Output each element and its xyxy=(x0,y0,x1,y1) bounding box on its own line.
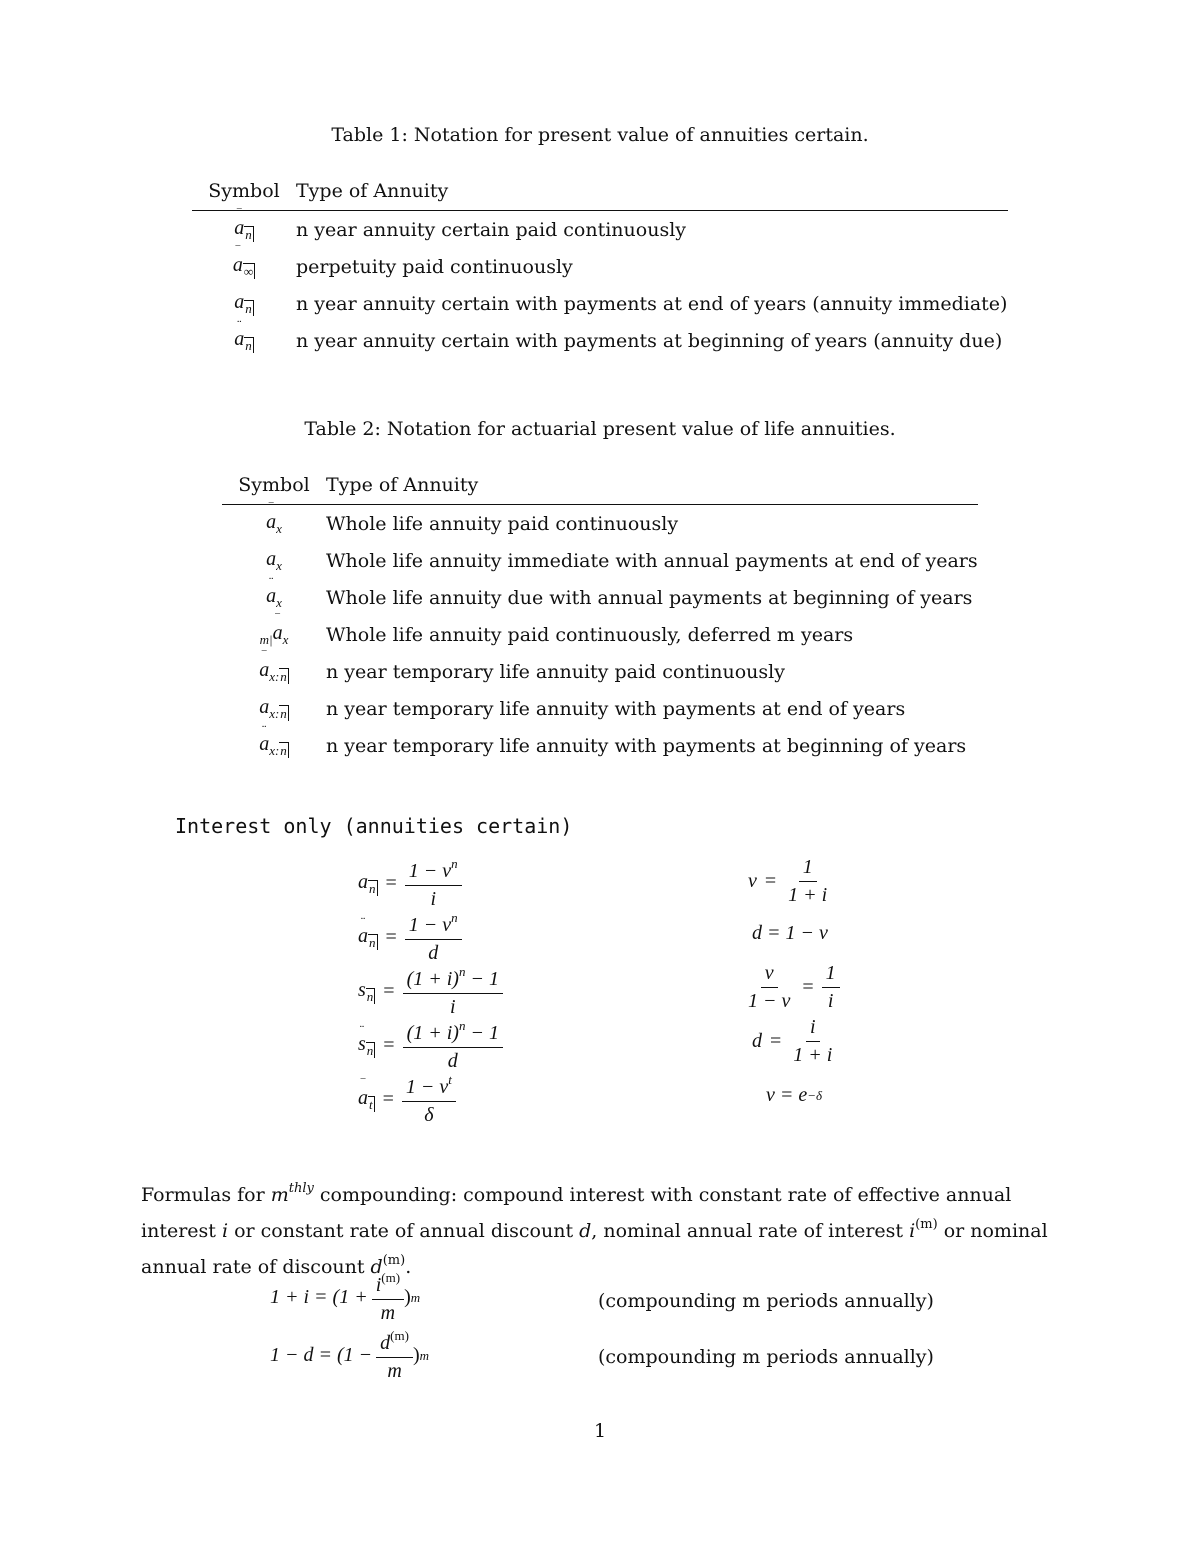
formula-numerator xyxy=(405,910,462,940)
formula-d-definition: d = $\frac{i}{1 + i}$ xyxy=(752,1016,833,1066)
formula-fraction xyxy=(403,1018,503,1073)
formula-numerator xyxy=(403,1018,503,1048)
table2-symbol-cell xyxy=(222,721,326,764)
equals-sign: = xyxy=(382,1088,394,1110)
table-row xyxy=(192,248,1008,285)
annuity-symbol xyxy=(259,610,289,647)
symbol-letter: a xyxy=(259,732,270,755)
numerator-base: 1 − v xyxy=(405,1076,449,1098)
annuity-symbol xyxy=(234,290,254,316)
symbol-subscript xyxy=(276,558,282,573)
table1-symbol-cell xyxy=(192,242,296,285)
table1-header-row xyxy=(192,176,1008,211)
formula-denominator: i xyxy=(430,888,436,910)
symbol-accent: ¨ xyxy=(268,573,274,589)
annuity-symbol xyxy=(259,721,289,758)
annuity-symbol xyxy=(358,913,378,951)
symbol-base xyxy=(259,721,270,756)
symbol-base xyxy=(358,871,368,894)
table-row xyxy=(192,211,1008,249)
symbol-subscript xyxy=(244,337,254,353)
symbol-subscript xyxy=(276,595,282,610)
symbol-base xyxy=(272,610,283,645)
symbol-life-index: x: xyxy=(269,668,280,684)
symbol-accent: ‾ xyxy=(237,205,242,221)
symbol-base xyxy=(234,316,245,351)
annuity-symbol xyxy=(358,1075,375,1113)
numerator-base: 1 − v xyxy=(408,914,452,936)
symbol-letter: a xyxy=(234,290,245,313)
symbol-letter: a xyxy=(266,510,277,533)
annuity-formula xyxy=(358,964,503,1019)
symbol-accent: ¨ xyxy=(262,721,267,737)
symbol-base xyxy=(234,291,244,314)
symbol-base xyxy=(259,696,269,719)
table1-description-cell: n year annuity certain with payments at beginning of years (annuity due) xyxy=(296,329,1003,352)
symbol-accent: ‾ xyxy=(262,647,267,663)
formula-numerator xyxy=(403,964,503,994)
numerator-base: (1 + i) xyxy=(406,1022,459,1044)
symbol-letter: a xyxy=(266,584,277,607)
symbol-angle-term: n xyxy=(280,705,287,721)
symbol-subscript xyxy=(269,705,289,721)
symbol-letter: a xyxy=(358,870,368,893)
symbol-subscript xyxy=(269,668,289,684)
numerator-tail: − 1 xyxy=(465,968,499,990)
table-row xyxy=(222,542,978,579)
symbol-life-index: x xyxy=(282,631,289,647)
table2 xyxy=(222,470,978,764)
formula-d-equals-1-minus-v: d = 1 − v xyxy=(752,922,828,944)
symbol-angle-term: n xyxy=(369,880,376,896)
table-row xyxy=(222,579,978,616)
symbol-base xyxy=(358,913,368,948)
symbol-accent: ‾ xyxy=(235,242,241,258)
symbol-subscript xyxy=(276,521,282,536)
table2-description-cell: Whole life annuity due with annual payments at beginning of years xyxy=(326,586,973,609)
table-row xyxy=(192,322,1008,359)
annuity-symbol xyxy=(266,573,282,610)
symbol-angle-term: n xyxy=(280,742,287,758)
table2-description-cell: n year temporary life annuity paid continuously xyxy=(326,660,785,683)
symbol-subscript xyxy=(244,300,254,316)
table2-description-cell: n year temporary life annuity with payments at end of years xyxy=(326,697,906,720)
annuity-symbol xyxy=(259,647,289,684)
equals-sign: = xyxy=(383,980,395,1002)
formula-v-over-d: $\frac{v}{1 - v}$ = $\frac{1}{i}$ xyxy=(744,962,840,1013)
table1-header-symbol: Symbol xyxy=(192,176,296,211)
symbol-letter: a xyxy=(234,216,245,239)
table2-symbol-cell xyxy=(222,690,326,727)
numerator-exponent: n xyxy=(458,964,466,979)
symbol-deferral-prefix: m| xyxy=(259,631,273,647)
equals-sign: = xyxy=(385,926,397,948)
annuity-formula xyxy=(358,910,462,965)
table-row xyxy=(222,690,978,727)
symbol-subscript xyxy=(269,742,289,758)
formula-v-exp-delta: v = e −δ xyxy=(766,1084,823,1106)
symbol-angle-term: n xyxy=(245,337,252,353)
annuity-symbol xyxy=(234,316,254,353)
page-number: 1 xyxy=(593,1420,607,1442)
symbol-life-index: x xyxy=(276,594,282,610)
numerator-base: 1 − v xyxy=(408,860,452,882)
symbol-subscript xyxy=(368,934,378,950)
symbol-accent: ‾ xyxy=(268,499,274,515)
symbol-letter: s xyxy=(358,1032,366,1055)
table2-body xyxy=(222,499,978,765)
symbol-accent: ¨ xyxy=(237,316,242,332)
symbol-letter: a xyxy=(358,1086,368,1109)
symbol-letter: a xyxy=(259,658,270,681)
formula-denominator: i xyxy=(449,996,456,1018)
symbol-letter: a xyxy=(234,327,245,350)
table2-symbol-cell xyxy=(222,499,326,543)
symbol-angle-term: n xyxy=(245,226,252,242)
symbol-angle-term: n xyxy=(245,300,252,316)
table1-description-cell: n year annuity certain paid continuously xyxy=(296,218,687,241)
symbol-letter: a xyxy=(232,253,243,276)
equals-sign: = xyxy=(383,1034,395,1056)
annuity-symbol xyxy=(266,499,282,536)
interest-section-title: Interest only (annuities certain) xyxy=(175,814,573,838)
mthly-paragraph: Formulas for $m^{thly}$ compounding: compound interest with constant rate of effective annual interest i or constant rate of annual discount d, nominal annual rate of interest $i^{(m)}$ or nominal annual rate of discount $d^{(m)}$. xyxy=(141,1181,1048,1278)
symbol-letter: s xyxy=(358,978,366,1001)
table-row xyxy=(222,727,978,764)
mthly-discount-note: (compounding m periods annually) xyxy=(598,1346,934,1368)
symbol-subscript xyxy=(243,263,255,279)
table1-description-cell: n year annuity certain with payments at end of years (annuity immediate) xyxy=(296,292,1008,315)
table1-symbol-cell xyxy=(192,316,296,359)
symbol-life-index: x xyxy=(276,520,282,536)
table-row xyxy=(192,285,1008,322)
table1-body xyxy=(192,205,1008,360)
symbol-letter: a xyxy=(266,547,277,570)
symbol-accent: ‾ xyxy=(360,1075,366,1091)
mthly-interest-note: (compounding m periods annually) xyxy=(598,1290,934,1312)
formula-fraction xyxy=(405,910,462,965)
symbol-base xyxy=(358,979,366,1002)
mthly-discount-formula: 1 − d = (1 − $\frac{d^{(m)}}{m}$ ) m xyxy=(270,1328,429,1382)
table2-description-cell: Whole life annuity paid continuously, deferred m years xyxy=(326,623,854,646)
equals-sign: = xyxy=(385,872,397,894)
numerator-exponent: t xyxy=(448,1072,452,1087)
symbol-base xyxy=(358,1021,366,1056)
symbol-base xyxy=(266,573,277,608)
table1-description-cell: perpetuity paid continuously xyxy=(296,255,573,278)
symbol-subscript xyxy=(244,226,254,242)
formula-denominator: δ xyxy=(424,1104,434,1126)
formula-numerator xyxy=(405,856,462,886)
table1-symbol-cell xyxy=(192,205,296,249)
formula-numerator xyxy=(402,1072,456,1102)
annuity-formula xyxy=(358,1072,456,1127)
table2-description-cell: Whole life annuity paid continuously xyxy=(326,512,679,535)
annuity-symbol xyxy=(234,205,254,242)
table2-caption: Table 2: Notation for actuarial present value of life annuities. xyxy=(304,418,896,440)
numerator-exponent: n xyxy=(458,1018,466,1033)
annuity-symbol xyxy=(266,547,282,573)
annuity-formula xyxy=(358,856,462,911)
numerator-base: (1 + i) xyxy=(406,968,459,990)
table2-description-cell: Whole life annuity immediate with annual payments at end of years xyxy=(326,549,978,572)
table2-symbol-cell xyxy=(222,610,326,653)
symbol-letter: a xyxy=(272,621,283,644)
formula-fraction xyxy=(402,1072,456,1127)
formula-denominator: d xyxy=(447,1050,458,1072)
symbol-base xyxy=(266,548,276,571)
annuity-symbol xyxy=(259,695,289,721)
symbol-base xyxy=(234,205,245,240)
symbol-angle-term: n xyxy=(366,988,374,1004)
symbol-subscript xyxy=(368,880,378,896)
table1-caption: Table 1: Notation for present value of annuities certain. xyxy=(331,124,869,146)
formula-fraction xyxy=(403,964,503,1019)
table2-header-symbol: Symbol xyxy=(222,470,326,505)
annuity-symbol xyxy=(232,242,255,279)
symbol-life-index: x xyxy=(276,557,282,573)
symbol-base xyxy=(266,499,277,534)
table1 xyxy=(192,176,1008,359)
table-row xyxy=(222,505,978,543)
symbol-life-index: x: xyxy=(269,705,280,721)
symbol-accent: ¨ xyxy=(359,1021,365,1037)
symbol-angle-term: ∞ xyxy=(243,263,254,279)
table2-description-cell: n year temporary life annuity with payments at beginning of years xyxy=(326,734,967,757)
symbol-angle-term: t xyxy=(369,1096,373,1112)
numerator-tail: − 1 xyxy=(465,1022,499,1044)
table-row xyxy=(222,616,978,653)
symbol-base xyxy=(232,242,243,277)
table2-header-row xyxy=(222,470,978,505)
annuity-symbol xyxy=(358,871,378,897)
symbol-angle-term: n xyxy=(366,1042,374,1058)
symbol-subscript xyxy=(368,1096,375,1112)
annuity-symbol xyxy=(358,979,375,1005)
table2-symbol-cell xyxy=(222,647,326,690)
symbol-subscript xyxy=(283,632,289,647)
symbol-life-index: x: xyxy=(269,742,280,758)
numerator-exponent: n xyxy=(451,856,458,871)
annuity-symbol xyxy=(358,1021,375,1059)
formula-denominator: d xyxy=(428,942,439,964)
symbol-accent: ¨ xyxy=(360,913,366,929)
symbol-subscript xyxy=(366,988,376,1004)
symbol-angle-term: n xyxy=(369,934,376,950)
symbol-letter: a xyxy=(358,924,368,947)
symbol-letter: a xyxy=(259,695,270,718)
symbol-accent: ‾ xyxy=(275,610,280,626)
formula-fraction xyxy=(405,856,462,911)
symbol-base xyxy=(358,1075,368,1110)
formula-v-definition: v = $\frac{1}{1 + i}$ xyxy=(748,856,828,906)
numerator-exponent: n xyxy=(451,910,458,925)
symbol-base xyxy=(259,647,270,682)
table2-header-type: Type of Annuity xyxy=(326,470,978,505)
symbol-subscript xyxy=(366,1042,376,1058)
table1-header-type: Type of Annuity xyxy=(296,176,1008,211)
annuity-formula xyxy=(358,1018,503,1073)
table-row xyxy=(222,653,978,690)
symbol-angle-term: n xyxy=(280,668,287,684)
mthly-interest-formula: 1 + i = (1 + $\frac{i^{(m)}}{m}$ ) m xyxy=(270,1270,421,1324)
